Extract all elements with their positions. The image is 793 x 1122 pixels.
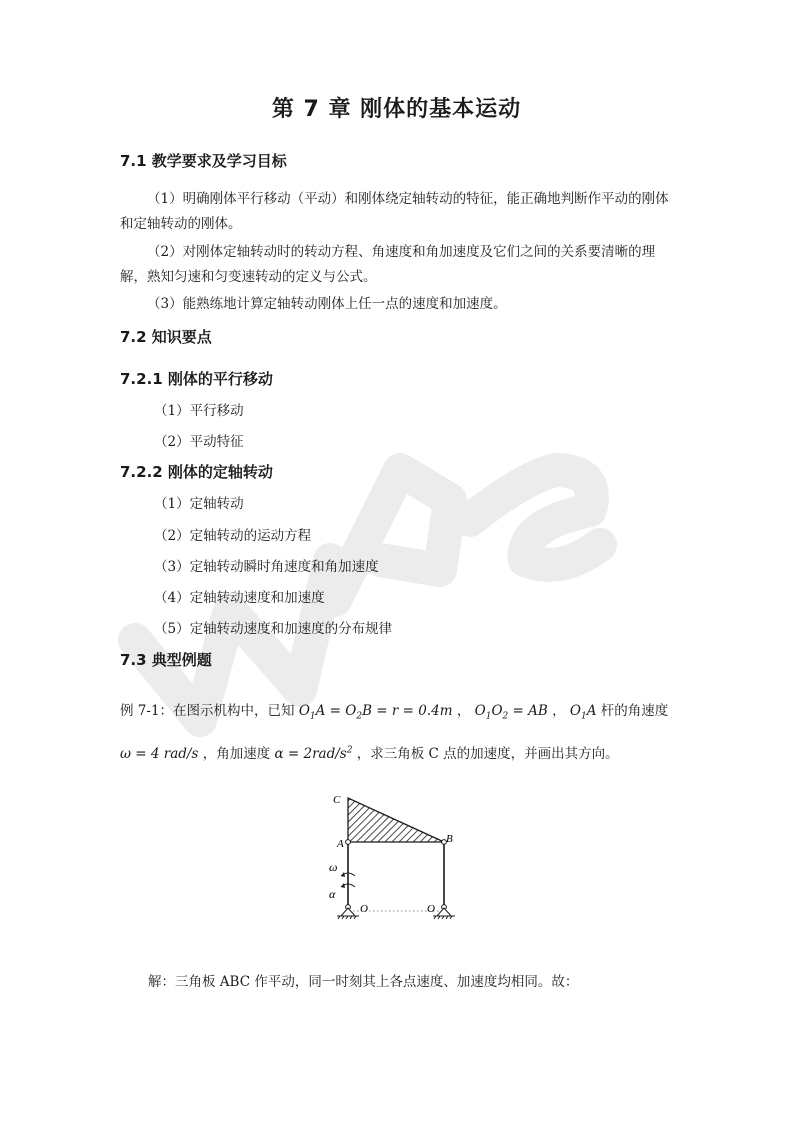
omega-arrowhead: [341, 872, 345, 877]
formula-o1o2: $O_1O_2$ = AB: [474, 703, 548, 722]
label-a: A: [337, 838, 344, 850]
section-heading-7-1: 7.1 教学要求及学习目标: [120, 152, 287, 170]
list-item: （2）平动特征: [154, 434, 244, 450]
mechanism-figure: [320, 786, 470, 926]
support-o1: [337, 905, 359, 919]
example-statement-line-1: 例 7-1：在图示机构中，已知 $O_1A = O_2B = r = 0.4m$ ， $O_1O_2$ = AB ， $O_1A$ 杆的角速度: [120, 703, 669, 722]
example-prefix: 例 7-1：在图示机构中，已知: [120, 703, 295, 719]
list-item: （2）定轴转动的运动方程: [154, 528, 312, 544]
label-omega: ω: [329, 860, 338, 874]
triangle-plate-abc: [348, 798, 444, 842]
list-item: （3）定轴转动瞬时角速度和角加速度: [154, 559, 379, 575]
label-alpha: α: [329, 887, 336, 901]
label-c: C: [333, 794, 341, 806]
list-item: （1）定轴转动: [154, 496, 244, 512]
example-statement-line-2: ω = 4 rad/s ，角加速度 $\alpha = 2rad/s^2$ ，求三角板 C 点的加速度，并画出其方向。: [120, 745, 619, 762]
list-item: （4）定轴转动速度和加速度: [154, 590, 325, 606]
section-heading-7-2: 7.2 知识要点: [120, 328, 212, 346]
subsection-heading-7-2-1: 7.2.1 刚体的平行移动: [120, 370, 273, 388]
section-heading-7-3: 7.3 典型例题: [120, 651, 212, 669]
formula-o1a: $O_1A = O_2B = r = 0.4m$: [298, 703, 453, 722]
list-item: （5）定轴转动速度和加速度的分布规律: [154, 621, 393, 637]
label-b: B: [446, 833, 453, 845]
support-o2: [433, 905, 455, 919]
list-item: （1）平行移动: [154, 403, 244, 419]
objective-paragraph-2: （2）对刚体定轴转动时的转动方程、角速度和角加速度及它们之间的关系要清晰的理解，熟知匀速和匀变速转动的定义与公式。: [120, 244, 656, 285]
formula-omega: ω = 4 rad/s: [120, 746, 199, 762]
subsection-heading-7-2-2: 7.2.2 刚体的定轴转动: [120, 463, 273, 481]
label-o2: O: [427, 903, 435, 915]
objective-paragraph-1: （1）明确刚体平行移动（平动）和刚体绕定轴转动的特征，能正确地判断作平动的刚体和定轴转动的刚体。: [120, 191, 669, 232]
chapter-title: 第 7 章 刚体的基本运动: [271, 97, 522, 122]
joint-a: [346, 840, 351, 845]
alpha-arrowhead: [341, 883, 345, 888]
label-o1: O: [360, 903, 368, 915]
objective-paragraph-3: （3）能熟练地计算定轴转动刚体上任一点的速度和加速度。: [147, 296, 507, 312]
solution-text: 解：三角板 ABC 作平动，同一时刻其上各点速度、加速度均相同。故：: [148, 974, 579, 990]
formula-alpha: $\alpha = 2rad/s^2$: [274, 745, 353, 762]
formula-o1a-rod: $O_1A$: [569, 703, 597, 722]
